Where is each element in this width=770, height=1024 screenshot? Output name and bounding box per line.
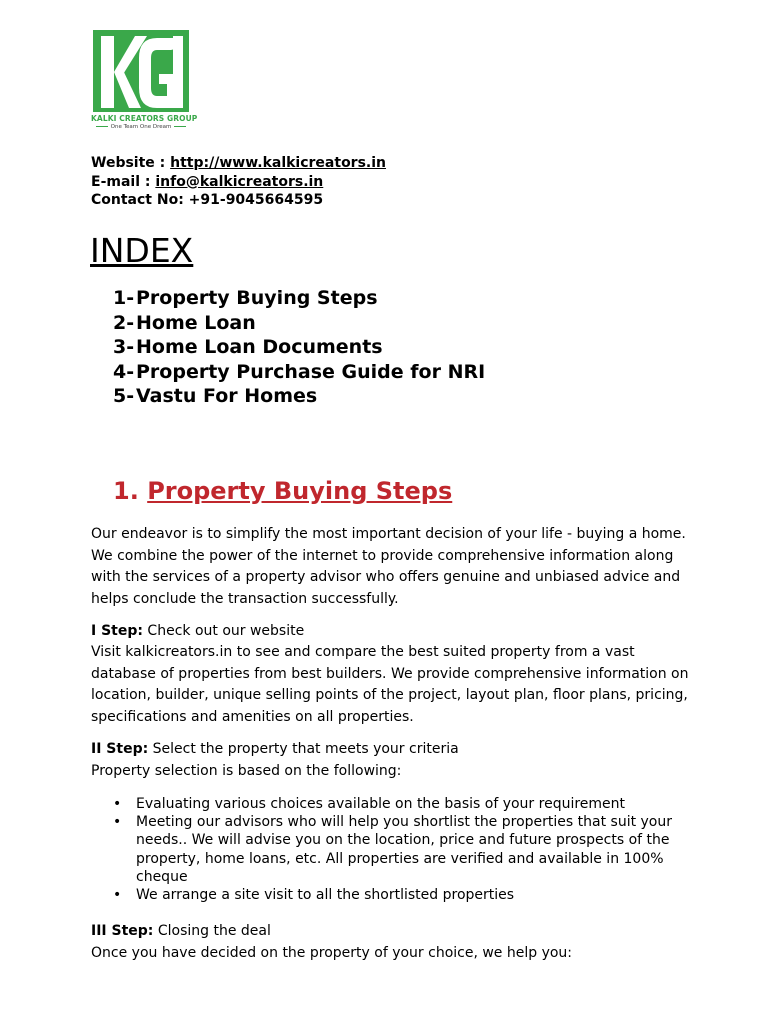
index-item-label: Vastu For Homes xyxy=(136,385,318,407)
step-2-heading xyxy=(91,739,691,761)
criteria-list xyxy=(113,795,683,904)
step-2-label: II Step: xyxy=(91,741,149,757)
website-label: Website : xyxy=(91,155,171,171)
phone-number: +91-9045664595 xyxy=(188,192,324,208)
index-item-number: 5- xyxy=(113,385,135,407)
step-1-title: Check out our website xyxy=(142,623,305,639)
index-item-number: 2- xyxy=(113,311,135,334)
section-title: Property Buying Steps xyxy=(147,477,453,505)
company-logo xyxy=(91,28,198,131)
index-item-label: Property Buying Steps xyxy=(136,287,378,309)
list-item: • Evaluating various choices available on the basis of your requirement xyxy=(113,795,683,813)
list-item: • We arrange a site visit to all the shortlisted properties xyxy=(113,886,683,904)
index-item xyxy=(113,311,485,336)
section-heading xyxy=(113,473,452,509)
step-1-label: I Step: xyxy=(91,623,143,639)
logo-tagline: One Team One Dream xyxy=(91,124,191,130)
index-item xyxy=(113,384,485,409)
contact-block xyxy=(91,154,386,210)
index-item-label: Home Loan xyxy=(136,311,256,334)
list-item: • Meeting our advisors who will help you shortlist the properties that suit your needs.. We will advise you on the location, price and future prospects of the property, home loans, etc. All properties are verified and available in 100% cheque xyxy=(113,813,683,886)
email-line xyxy=(91,173,386,192)
index-item xyxy=(113,360,485,385)
website-line xyxy=(91,154,386,173)
email-label: E-mail : xyxy=(91,173,156,190)
email-link[interactable]: info@kalkicreators.in xyxy=(155,173,324,190)
kalki-logo-mark xyxy=(91,28,191,114)
section-number: 1. xyxy=(113,477,139,505)
step-3-label: III Step: xyxy=(91,923,154,939)
phone-line xyxy=(91,191,386,210)
step-3-heading xyxy=(91,921,691,943)
step-2-title: Select the property that meets your criteria xyxy=(148,741,459,757)
phone-label: Contact No: xyxy=(91,192,189,208)
step-3-title: Closing the deal xyxy=(153,923,271,939)
index-item-label: Home Loan Documents xyxy=(136,336,383,358)
index-item xyxy=(113,286,485,311)
index-heading: INDEX xyxy=(90,231,194,270)
step-2-body: Property selection is based on the following: xyxy=(91,763,402,779)
index-item-number: 3- xyxy=(113,336,135,358)
intro-paragraph: Our endeavor is to simplify the most important decision of your life - buying a home. We combine the power of the internet to provide comprehensive information along with the services of a property advisor who offers genuine and unbiased advice and helps conclude the transaction successfully. xyxy=(91,526,686,607)
index-item-label: Property Purchase Guide for NRI xyxy=(136,360,486,383)
step-1-heading xyxy=(91,621,691,643)
logo-brand-text: KALKI CREATORS GROUP xyxy=(91,114,198,123)
index-list xyxy=(113,286,485,409)
step-1-body: Visit kalkicreators.in to see and compare the best suited property from a vast database of properties from best builders. We provide comprehensive information on location, builder, unique selling points of the project, layout plan, floor plans, pricing, specifications and amenities on all properties. xyxy=(91,644,689,725)
website-link[interactable]: http://www.kalkicreators.in xyxy=(170,155,387,171)
step-3-body: Once you have decided on the property of your choice, we help you: xyxy=(91,945,573,961)
index-item xyxy=(113,335,485,360)
index-item-number: 4- xyxy=(113,360,135,383)
index-item-number: 1- xyxy=(113,287,135,309)
